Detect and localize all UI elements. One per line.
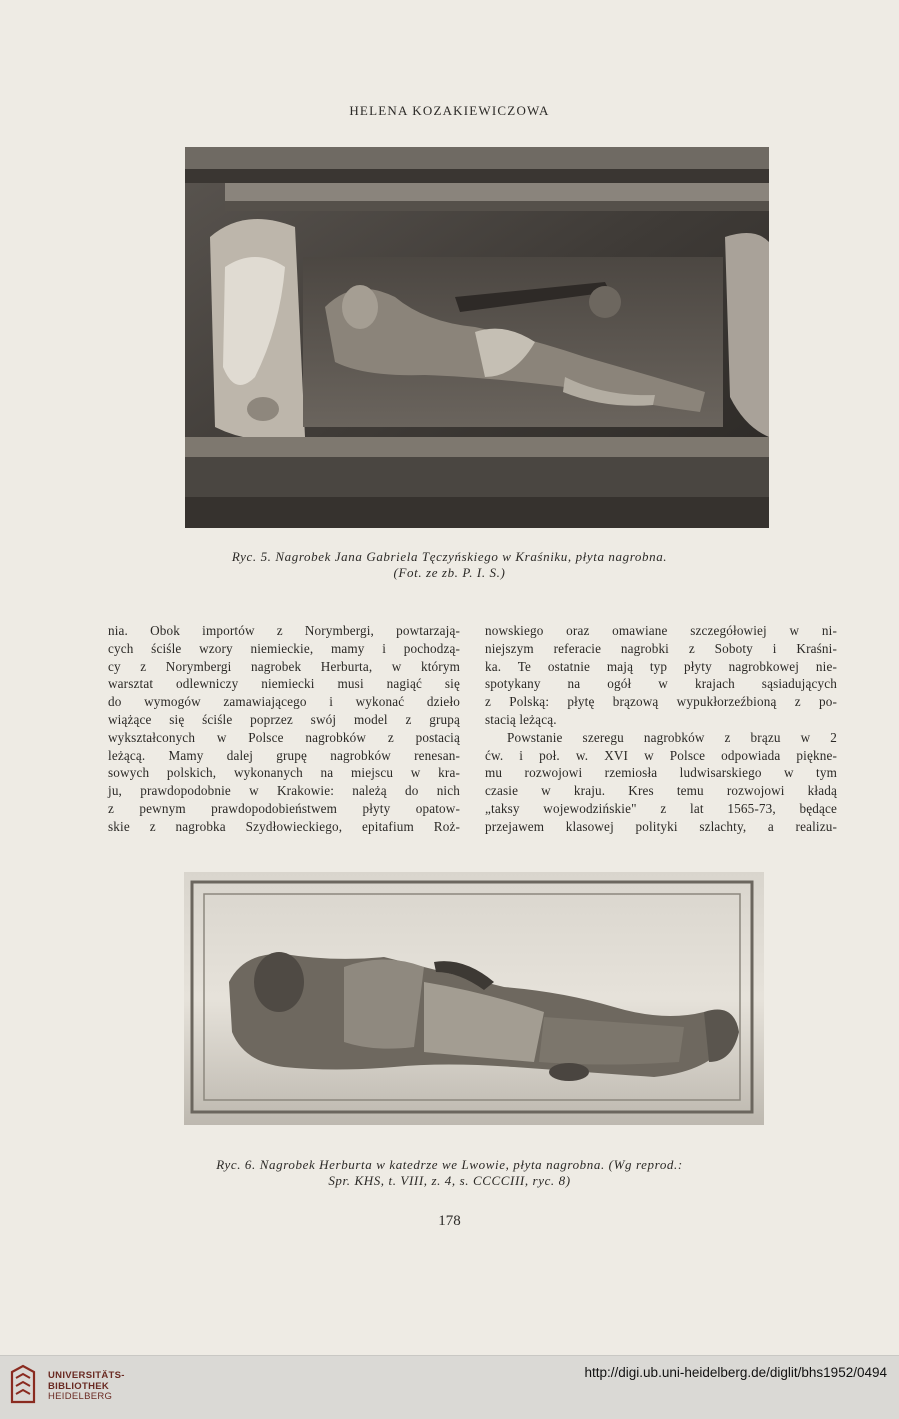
text-line: „taksy wojewodzińskie" z lat 1565-73, będące xyxy=(485,800,837,816)
text-line: leżącą. Mamy dalej grupę nagrobków renesan- xyxy=(108,747,460,763)
text-line: spotykany na ogół w krajach sąsiadujących xyxy=(485,676,837,692)
text-line: niejszym referacie nagrobki z Soboty i Kraśni- xyxy=(485,640,837,656)
text-line: warsztat odlewniczy niemiecki musi nagiąć się xyxy=(108,676,460,692)
page-number: 178 xyxy=(438,1213,461,1229)
text-line: z Polską: płytę brązową wypukłorzeźbioną z po- xyxy=(485,694,837,710)
library-logo-icon xyxy=(10,1364,36,1406)
text-line: przejawem klasowej polityki szlachty, a realizu- xyxy=(485,818,837,834)
figure-6-tomb-effigy-photo xyxy=(184,872,764,1125)
text-line: do wymogów zamawiającego i wykonać dzieło xyxy=(108,694,460,710)
text-line: z pewnym prawdopodobieństwem płyty opatow- xyxy=(108,800,460,816)
text-line: nia. Obok importów z Norymbergi, powtarzają- xyxy=(108,623,460,638)
text-line: ka. Te ostatnie mają typ płyty nagrobkowej nie- xyxy=(485,658,837,674)
text-line: ćw. i poł. w. XVI w Polsce odpowiada piękne- xyxy=(485,747,837,763)
figure-6-caption xyxy=(0,1157,899,1189)
text-line: wykształconych w Polsce nagrobków z postacią xyxy=(108,729,460,745)
text-line: czasie w kraju. Kres temu rozwojowi kładą xyxy=(485,783,837,799)
text-line: sowych polskich, wykonanych na miejscu w kra- xyxy=(108,765,460,781)
text-line: skie z nagrobka Szydłowieckiego, epitafium Roż- xyxy=(108,818,460,834)
text-line: Powstanie szeregu nagrobków z brązu w 2 xyxy=(507,729,837,745)
library-logo-text xyxy=(48,1371,125,1403)
footer-bar xyxy=(0,1355,899,1419)
logo-line: HEIDELBERG xyxy=(48,1391,113,1402)
figure-5-caption-line1: Ryc. 5. Nagrobek Jana Gabriela Tęczyńskiego w Kraśniku, płyta nagrobna. xyxy=(231,549,668,564)
text-line: mu rozwojowi rzemiosła ludwisarskiego w tym xyxy=(485,765,837,781)
text-line: ju, prawdopodobnie w Krakowie: należą do nich xyxy=(108,783,460,799)
text-line: cy z Norymbergi nagrobek Herburta, w którym xyxy=(108,658,460,674)
text-line: stacią leżącą. xyxy=(485,711,557,727)
running-header: HELENA KOZAKIEWICZOWA xyxy=(349,103,550,118)
figure-5-caption-line2: (Fot. ze zb. P. I. S.) xyxy=(393,565,506,580)
text-column-right xyxy=(485,622,837,836)
figure-6-caption-line1: Ryc. 6. Nagrobek Herburta w katedrze we Lwowie, płyta nagrobna. (Wg reprod.: xyxy=(216,1157,683,1172)
figure-5-caption xyxy=(0,549,899,581)
logo-line: UNIVERSITÄTS- xyxy=(48,1370,125,1381)
figure-5-tomb-slab-photo xyxy=(185,147,769,528)
text-line: cych ściśle wzory niemieckie, mamy i pochodzą- xyxy=(108,640,460,656)
logo-line: BIBLIOTHEK xyxy=(48,1380,110,1392)
text-line: nowskiego oraz omawiane szczegółowiej w ni- xyxy=(485,623,837,638)
text-column-left xyxy=(108,622,460,836)
text-line: wiążące się ściśle poprzez swój model z grupą xyxy=(108,711,460,727)
source-url-link[interactable]: http://digi.ub.uni-heidelberg.de/diglit/bhs1952/0494 xyxy=(584,1365,887,1380)
figure-6-caption-line2: Spr. KHS, t. VIII, z. 4, s. CCCCIII, ryc. 8) xyxy=(328,1173,571,1188)
